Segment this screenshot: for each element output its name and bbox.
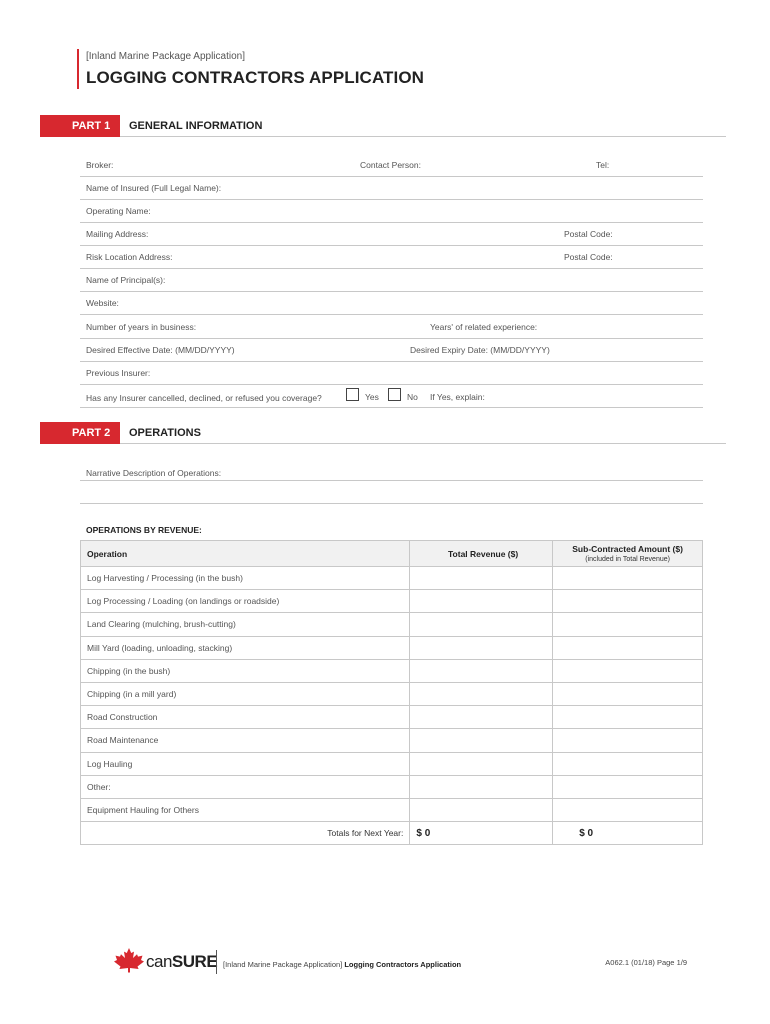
revenue-cell[interactable] bbox=[410, 729, 553, 752]
footer-prefix: [Inland Marine Package Application] bbox=[223, 960, 343, 969]
col-sub-title: Sub-Contracted Amount ($) bbox=[572, 544, 683, 554]
operation-cell: Chipping (in the bush) bbox=[81, 659, 410, 682]
narrative-row[interactable] bbox=[80, 458, 703, 481]
revenue-cell[interactable] bbox=[410, 706, 553, 729]
revenue-table bbox=[80, 540, 703, 845]
operation-cell: Equipment Hauling for Others bbox=[81, 798, 410, 821]
table-row bbox=[81, 636, 703, 659]
revenue-heading: OPERATIONS BY REVENUE: bbox=[86, 525, 202, 535]
previous-insurer-row[interactable] bbox=[80, 362, 703, 385]
sub-cell[interactable] bbox=[553, 706, 703, 729]
revenue-cell[interactable] bbox=[410, 567, 553, 590]
sub-cell[interactable] bbox=[553, 752, 703, 775]
operation-cell: Mill Yard (loading, unloading, stacking) bbox=[81, 636, 410, 659]
years-experience-label: Years' of related experience: bbox=[430, 322, 538, 332]
broker-row[interactable] bbox=[80, 154, 703, 177]
years-business-label: Number of years in business: bbox=[86, 322, 197, 332]
part1-title: GENERAL INFORMATION bbox=[129, 120, 263, 132]
part2-title: OPERATIONS bbox=[129, 427, 201, 439]
no-label: No bbox=[407, 392, 418, 402]
document-title: LOGGING CONTRACTORS APPLICATION bbox=[86, 68, 425, 87]
col-subcontracted bbox=[553, 541, 703, 567]
principals-label: Name of Principal(s): bbox=[86, 275, 166, 285]
revenue-cell[interactable] bbox=[410, 636, 553, 659]
postal-code-label-2: Postal Code: bbox=[564, 252, 613, 262]
part2-tag: PART 2 bbox=[40, 422, 120, 444]
table-row bbox=[81, 682, 703, 705]
sub-cell[interactable] bbox=[553, 659, 703, 682]
sub-cell[interactable] bbox=[553, 613, 703, 636]
contact-person-label: Contact Person: bbox=[360, 160, 421, 170]
revenue-cell[interactable] bbox=[410, 798, 553, 821]
yes-label: Yes bbox=[365, 392, 379, 402]
revenue-cell[interactable] bbox=[410, 775, 553, 798]
narrative-row-2[interactable] bbox=[80, 481, 703, 504]
part2-header bbox=[40, 422, 726, 444]
operation-cell: Road Construction bbox=[81, 706, 410, 729]
footer-divider bbox=[216, 950, 217, 974]
footer-doc-title: Logging Contractors Application bbox=[344, 960, 462, 969]
cansure-logo bbox=[113, 947, 218, 975]
operation-cell: Log Processing / Loading (on landings or roadside) bbox=[81, 590, 410, 613]
cancelled-row bbox=[80, 385, 703, 408]
page-reference: A062.1 (01/18) Page 1/9 bbox=[605, 958, 687, 967]
broker-label: Broker: bbox=[86, 160, 114, 170]
operating-name-row[interactable] bbox=[80, 200, 703, 223]
total-sub-value: $ 0 bbox=[553, 822, 703, 845]
operation-cell: Log Hauling bbox=[81, 752, 410, 775]
revenue-cell[interactable] bbox=[410, 682, 553, 705]
table-row bbox=[81, 798, 703, 821]
insured-name-label: Name of Insured (Full Legal Name): bbox=[86, 183, 222, 193]
sub-cell[interactable] bbox=[553, 636, 703, 659]
mailing-address-label: Mailing Address: bbox=[86, 229, 149, 239]
cancelled-question: Has any Insurer cancelled, declined, or refused you coverage? bbox=[86, 393, 322, 403]
sub-cell[interactable] bbox=[553, 590, 703, 613]
operation-cell: Road Maintenance bbox=[81, 729, 410, 752]
footer-doc-label bbox=[223, 960, 461, 969]
operation-cell[interactable]: Other: bbox=[81, 775, 410, 798]
sub-cell[interactable] bbox=[553, 567, 703, 590]
col-operation: Operation bbox=[81, 541, 410, 567]
table-row bbox=[81, 752, 703, 775]
previous-insurer-label: Previous Insurer: bbox=[86, 368, 151, 378]
sub-cell[interactable] bbox=[553, 682, 703, 705]
part1-header bbox=[40, 115, 726, 137]
table-row bbox=[81, 590, 703, 613]
revenue-cell[interactable] bbox=[410, 590, 553, 613]
yes-checkbox[interactable] bbox=[346, 388, 359, 401]
logo-text: can bbox=[146, 952, 172, 971]
effective-date-label: Desired Effective Date: (MM/DD/YYYY) bbox=[86, 345, 235, 355]
risk-location-label: Risk Location Address: bbox=[86, 252, 173, 262]
dates-row[interactable] bbox=[80, 339, 703, 362]
narrative-label: Narrative Description of Operations: bbox=[86, 468, 222, 478]
operation-cell: Log Harvesting / Processing (in the bush) bbox=[81, 567, 410, 590]
pre-title: [Inland Marine Package Application] bbox=[86, 51, 245, 62]
if-yes-label: If Yes, explain: bbox=[430, 392, 485, 402]
revenue-cell[interactable] bbox=[410, 613, 553, 636]
document-header bbox=[77, 49, 424, 89]
insured-name-row[interactable] bbox=[80, 177, 703, 200]
part1-tag: PART 1 bbox=[40, 115, 120, 137]
years-row[interactable] bbox=[80, 316, 703, 339]
table-row bbox=[81, 613, 703, 636]
website-label: Website: bbox=[86, 298, 119, 308]
table-row bbox=[81, 659, 703, 682]
revenue-cell[interactable] bbox=[410, 752, 553, 775]
sub-cell[interactable] bbox=[553, 729, 703, 752]
operation-cell: Land Clearing (mulching, brush-cutting) bbox=[81, 613, 410, 636]
total-revenue-value: $ 0 bbox=[410, 822, 553, 845]
website-row[interactable] bbox=[80, 292, 703, 315]
revenue-cell[interactable] bbox=[410, 659, 553, 682]
table-row bbox=[81, 706, 703, 729]
totals-label: Totals for Next Year: bbox=[81, 822, 410, 845]
col-revenue: Total Revenue ($) bbox=[410, 541, 553, 567]
principals-row[interactable] bbox=[80, 269, 703, 292]
expiry-date-label: Desired Expiry Date: (MM/DD/YYYY) bbox=[410, 345, 550, 355]
mailing-address-row[interactable] bbox=[80, 223, 703, 246]
table-header-row bbox=[81, 541, 703, 567]
risk-location-row[interactable] bbox=[80, 246, 703, 269]
sub-cell[interactable] bbox=[553, 798, 703, 821]
tel-label: Tel: bbox=[596, 160, 610, 170]
operation-cell: Chipping (in a mill yard) bbox=[81, 682, 410, 705]
table-row bbox=[81, 567, 703, 590]
table-row bbox=[81, 775, 703, 798]
totals-row bbox=[81, 822, 703, 845]
sub-cell[interactable] bbox=[553, 775, 703, 798]
logo-text-bold: SURE bbox=[171, 952, 218, 971]
table-row bbox=[81, 729, 703, 752]
col-sub-note: (included in Total Revenue) bbox=[585, 556, 670, 563]
no-checkbox[interactable] bbox=[388, 388, 401, 401]
maple-leaf-icon bbox=[113, 947, 145, 973]
postal-code-label: Postal Code: bbox=[564, 229, 613, 239]
operating-name-label: Operating Name: bbox=[86, 206, 151, 216]
